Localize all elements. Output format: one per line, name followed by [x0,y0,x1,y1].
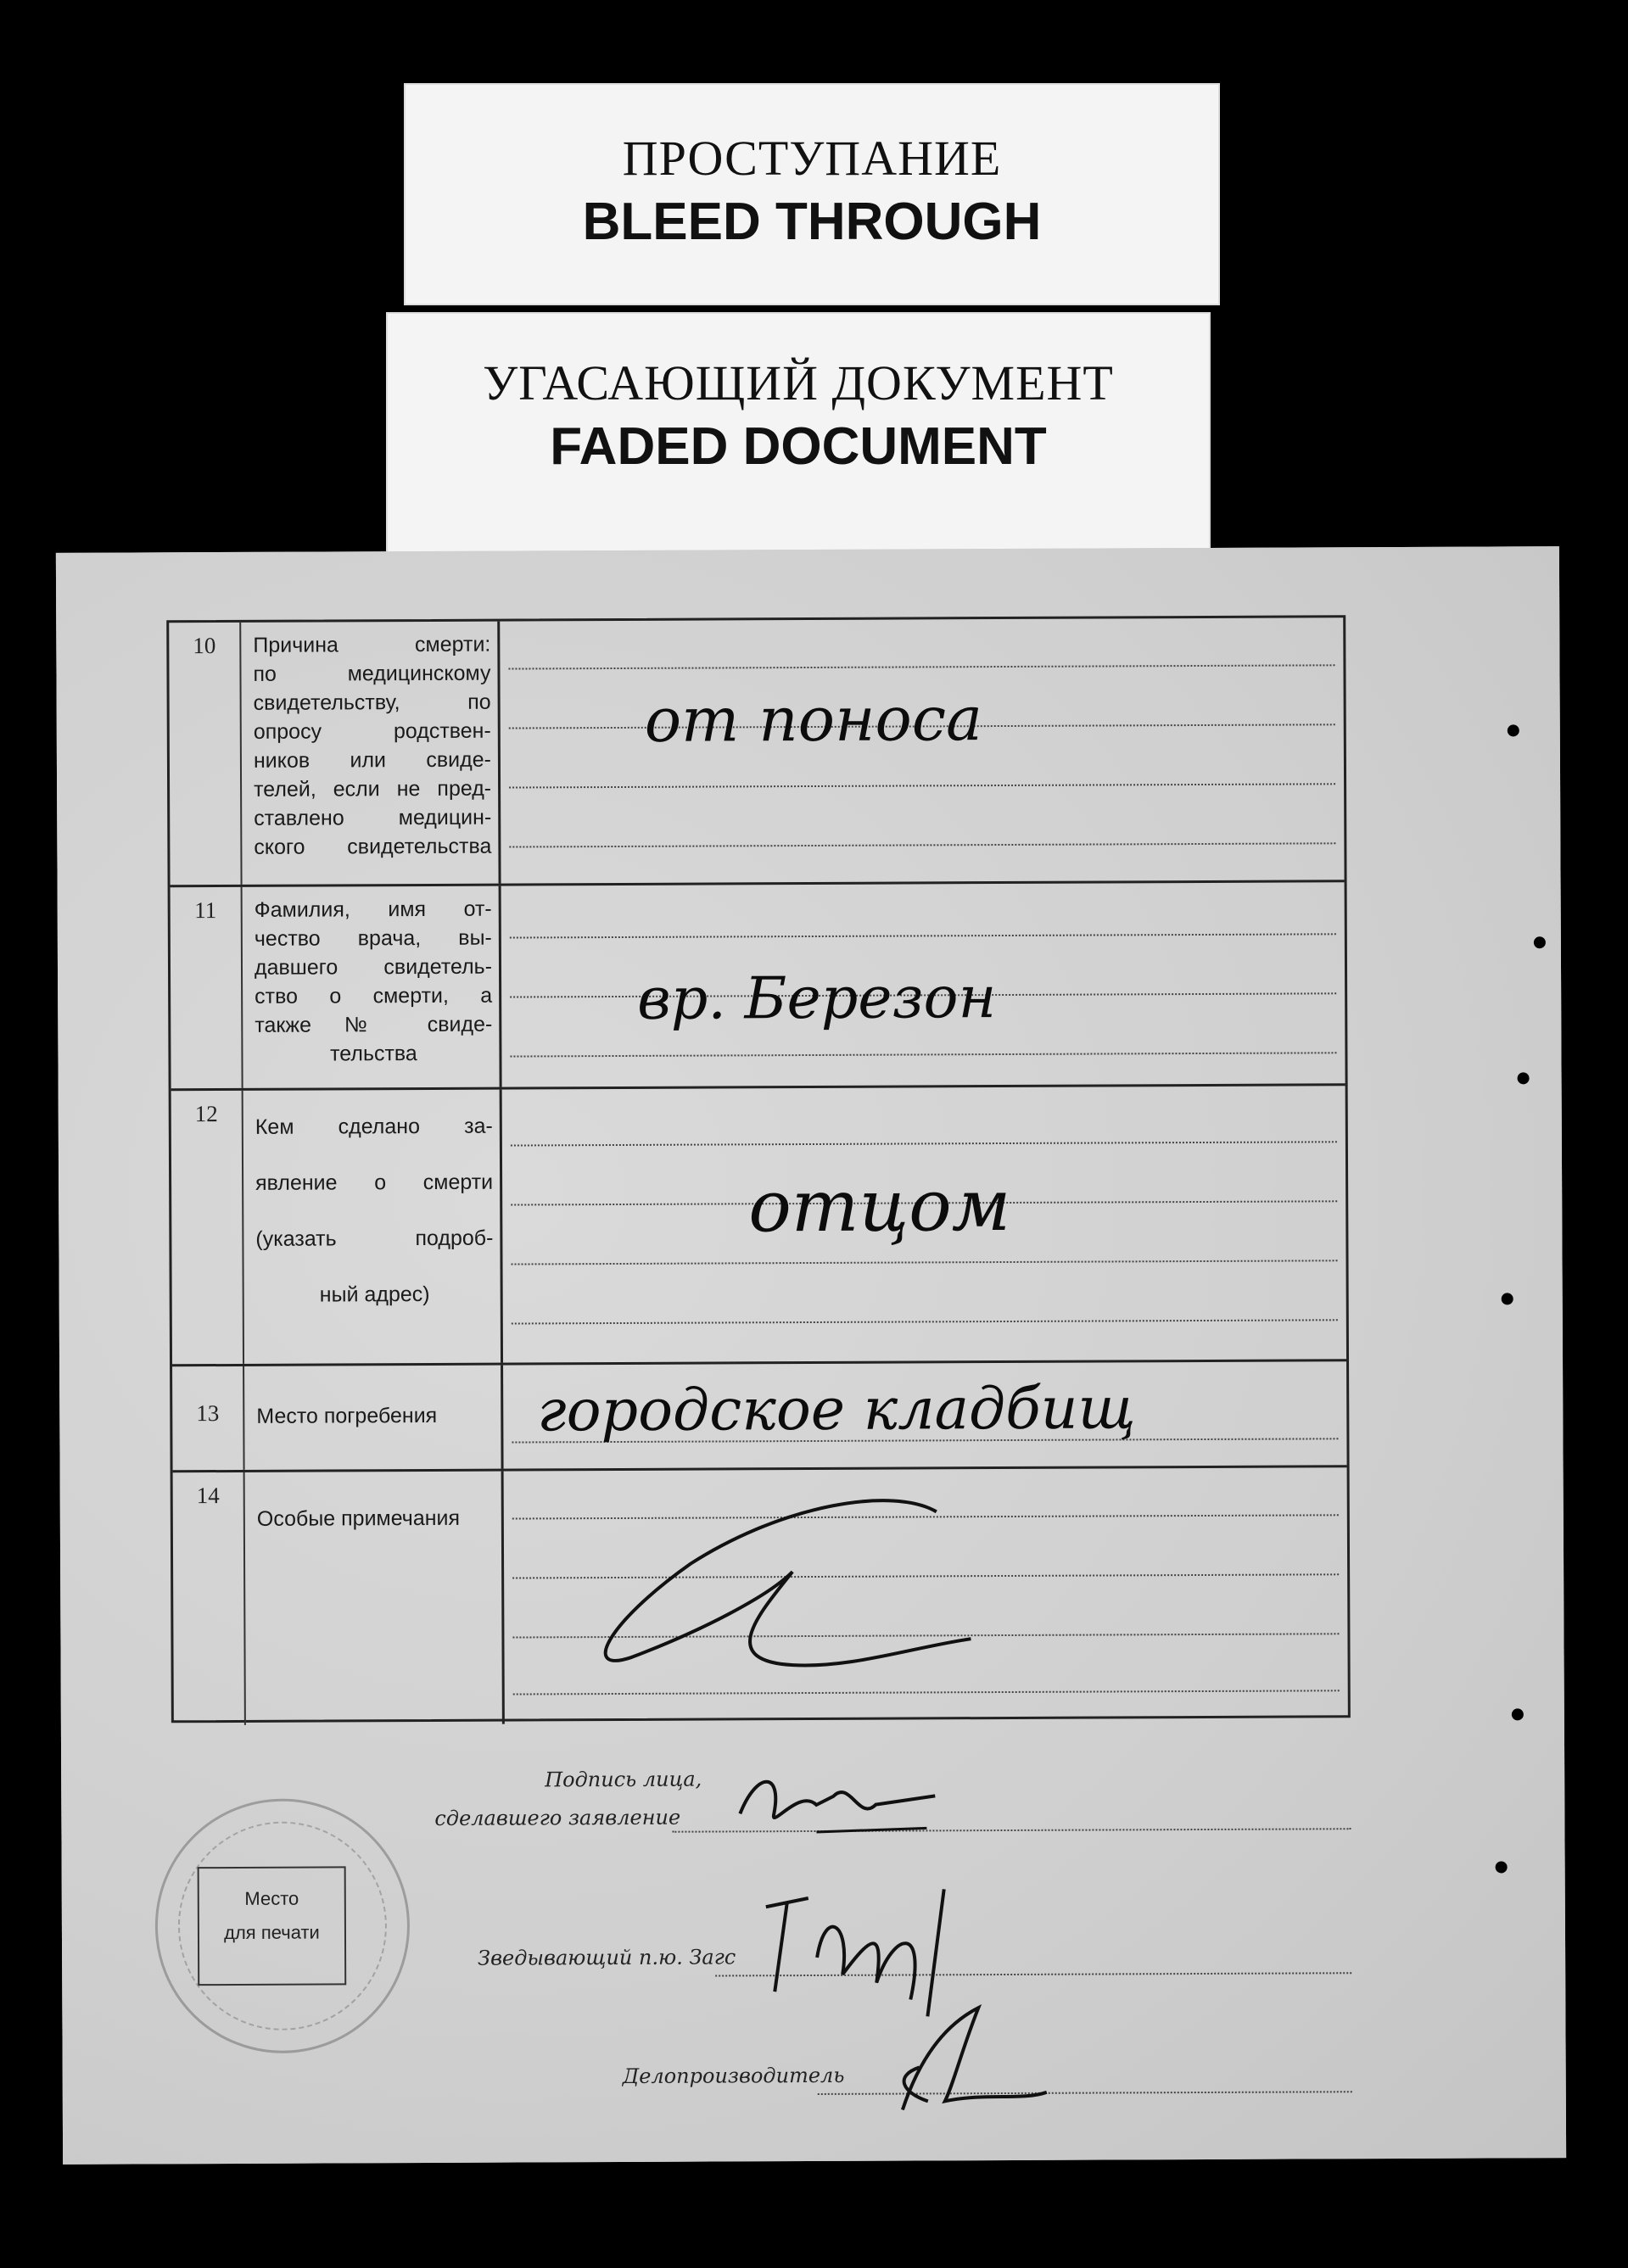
paper-hole [1496,1861,1508,1873]
label-line: давшего свидетель- [254,954,493,980]
dotted-line [510,1052,1336,1057]
label-line: Место погребения [256,1403,438,1428]
row-value [500,617,1344,883]
death-record-table [166,615,1351,1723]
paper-hole [1512,1708,1524,1720]
label-line: опросу родствен- [253,718,491,744]
paper-hole [1518,1072,1530,1084]
label-line: Фамилия, имя от- [254,897,492,922]
row-label [244,1366,504,1470]
faded-document-ru: УГАСАЮЩИЙ ДОКУМЕНТ [483,355,1114,411]
signature-area [171,1718,1352,2147]
row-label [245,1472,505,1725]
row-value [501,882,1345,1087]
dotted-line [510,933,1336,938]
declarant-signature-label: Подпись лица, [545,1767,702,1792]
label-line: ставлено медицин- [254,805,492,830]
row-number: 10 [169,623,242,885]
row-number: 14 [173,1472,246,1725]
label-line: тельства [330,1042,417,1066]
label-line: свидетельству, по [253,690,491,715]
strike-through-mark [572,1478,997,1700]
handwritten-burial-place: городское кладбищ [537,1375,1136,1445]
label-line: ство о смерти, а [255,983,493,1008]
handwritten-cause: от поноса [644,683,983,756]
label-line: Причина смерти: [253,632,491,657]
row-number: 13 [172,1366,245,1470]
declarant-signature-label-2: сделавшего заявление [434,1805,681,1830]
declarant-signature [731,1762,952,1839]
bleed-through-card [404,83,1220,305]
bleed-through-en: BLEED THROUGH [582,193,1042,251]
paper-hole [1502,1293,1513,1304]
row-label [243,886,502,1088]
label-line: явление о смерти [255,1170,494,1195]
faded-document-card [386,312,1211,558]
label-line: чество врача, вы- [254,925,492,951]
label-line: ный адрес) [319,1282,430,1307]
row-value [502,1086,1346,1362]
label-line: ского свидетельства [254,834,492,859]
clerk-signature [868,1974,1055,2119]
handwritten-declarant: отцом [748,1163,1011,1249]
dotted-line [509,842,1335,847]
label-line: ников или свиде- [253,747,491,773]
label-line: также № свиде- [255,1012,493,1037]
dotted-line [511,1141,1337,1146]
label-line: (указать подроб- [255,1226,494,1251]
dotted-line [509,783,1335,788]
row-number: 11 [171,887,243,1088]
paper-hole [1534,936,1546,948]
dotted-line [512,1260,1338,1265]
document-sheet [56,546,1566,2165]
paper-hole [1508,724,1519,736]
table-row [169,617,1344,887]
clerk-label: Делопроизводитель [622,2063,845,2088]
label-line: телей, если не пред- [254,776,492,802]
row-value [503,1361,1347,1468]
label-line: по медицинскому [253,661,491,686]
row-number: 12 [171,1091,244,1364]
label-line: Особые примечания [256,1505,461,1531]
faded-document-en: FADED DOCUMENT [550,417,1047,476]
table-row [173,1467,1348,1725]
table-row [172,1361,1347,1472]
seal-box-line: для печати [224,1921,320,1944]
row-label [241,622,501,885]
handwritten-doctor: вр. Березон [636,964,997,1033]
row-label [243,1090,503,1364]
dotted-line [512,1319,1338,1324]
row-value [504,1467,1348,1723]
seal-box-line: Место [244,1887,299,1909]
seal-place-box [198,1866,347,1986]
bleed-through-ru: ПРОСТУПАНИЕ [622,131,1002,186]
label-line: Кем сделано за- [255,1114,493,1139]
registry-head-label: Зведывающий п.ю. Загс [478,1945,736,1970]
table-row [171,1086,1346,1366]
table-row [171,882,1345,1091]
dotted-line [508,664,1334,669]
